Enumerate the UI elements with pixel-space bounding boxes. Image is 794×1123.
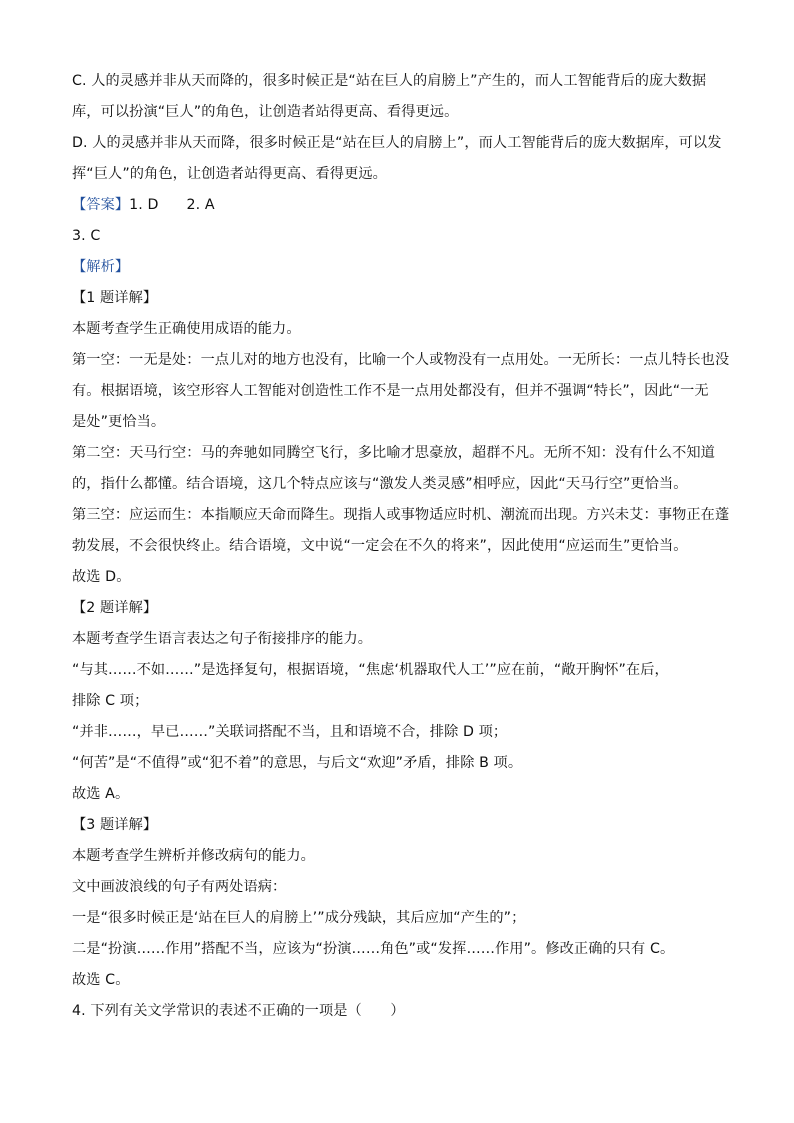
q3-header: 【3 题详解】 (72, 817, 158, 833)
q2-paragraph-4: “何苦”是“不值得”或“犯不着”的意思，与后文“欢迎”矛盾，排除 B 项。 (72, 755, 523, 771)
q2-paragraph-2-line-1: “与其……不如……”是选择复句，根据语境，“焦虑‘机器取代人工’”应在前，“敞开胸怀”在后， (72, 662, 669, 678)
q1-paragraph-2-line-2: 有。根据语境，该空形容人工智能对创造性工作不是一点用处都没有，但并不强调“特长”，因此“一无 (72, 383, 709, 399)
answer-1: 1. D (129, 197, 159, 213)
answer-label: 【答案】 (72, 197, 130, 213)
answer-3: 3. C (72, 228, 101, 244)
q2-paragraph-3: “并非……，早已……”关联词搭配不当，且和语境不合，排除 D 项； (72, 724, 508, 740)
q3-paragraph-3: 一是“很多时候正是‘站在巨人的肩膀上’”成分残缺，其后应加“产生的”； (72, 910, 526, 926)
q2-paragraph-1: 本题考查学生语言表达之句子衔接排序的能力。 (72, 631, 373, 647)
q3-paragraph-2: 文中画波浪线的句子有两处语病： (72, 879, 287, 895)
option-d-line-2: 挥“巨人”的角色，让创造者站得更高、看得更远。 (72, 166, 387, 182)
q1-paragraph-3-line-2: 的，指什么都懂。结合语境，这几个特点应该与“激发人类灵感”相呼应，因此“天马行空”更恰当。 (72, 476, 688, 492)
q1-header: 【1 题详解】 (72, 290, 158, 306)
q3-conclusion: 故选 C。 (72, 972, 130, 988)
answer-2: 2. A (186, 197, 215, 213)
q2-conclusion: 故选 A。 (72, 786, 130, 802)
option-c-line-1: C. 人的灵感并非从天而降的，很多时候正是“站在巨人的肩膀上”产生的，而人工智能背后的庞大数据 (72, 73, 707, 89)
q1-paragraph-2-line-1: 第一空：一无是处：一点儿对的地方也没有，比喻一个人或物没有一点用处。一无所长：一点儿特长也没 (72, 352, 730, 368)
q1-paragraph-1: 本题考查学生正确使用成语的能力。 (72, 321, 301, 337)
q3-paragraph-1: 本题考查学生辨析并修改病句的能力。 (72, 848, 315, 864)
q1-paragraph-4-line-2: 勃发展，不会很快终止。结合语境，文中说“一定会在不久的将来”，因此使用“应运而生”更恰当。 (72, 538, 688, 554)
option-c-line-2: 库，可以扮演“巨人”的角色，让创造者站得更高、看得更远。 (72, 104, 459, 120)
answer-line (72, 190, 728, 221)
analysis-label: 【解析】 (72, 259, 130, 275)
q2-paragraph-2-line-2: 排除 C 项； (72, 693, 149, 709)
q1-conclusion: 故选 D。 (72, 569, 131, 585)
q2-header: 【2 题详解】 (72, 600, 158, 616)
q1-paragraph-3-line-1: 第二空：天马行空：马的奔驰如同腾空飞行，多比喻才思豪放，超群不凡。无所不知：没有什么不知道 (72, 445, 715, 461)
q1-paragraph-4-line-1: 第三空：应运而生：本指顺应天命而降生。现指人或事物适应时机、潮流而出现。方兴未艾：事物正在蓬 (72, 507, 730, 523)
q3-paragraph-4: 二是“扮演……作用”搭配不当，应该为“扮演……角色”或“发挥……作用”。修改正确的只有 C。 (72, 941, 675, 957)
q1-paragraph-2-line-3: 是处”更恰当。 (72, 414, 166, 430)
question-4: 4. 下列有关文学常识的表述不正确的一项是（ ） (72, 1003, 405, 1019)
option-d-line-1: D. 人的灵感并非从天而降，很多时候正是“站在巨人的肩膀上”，而人工智能背后的庞大数据库，可以发 (72, 135, 722, 151)
